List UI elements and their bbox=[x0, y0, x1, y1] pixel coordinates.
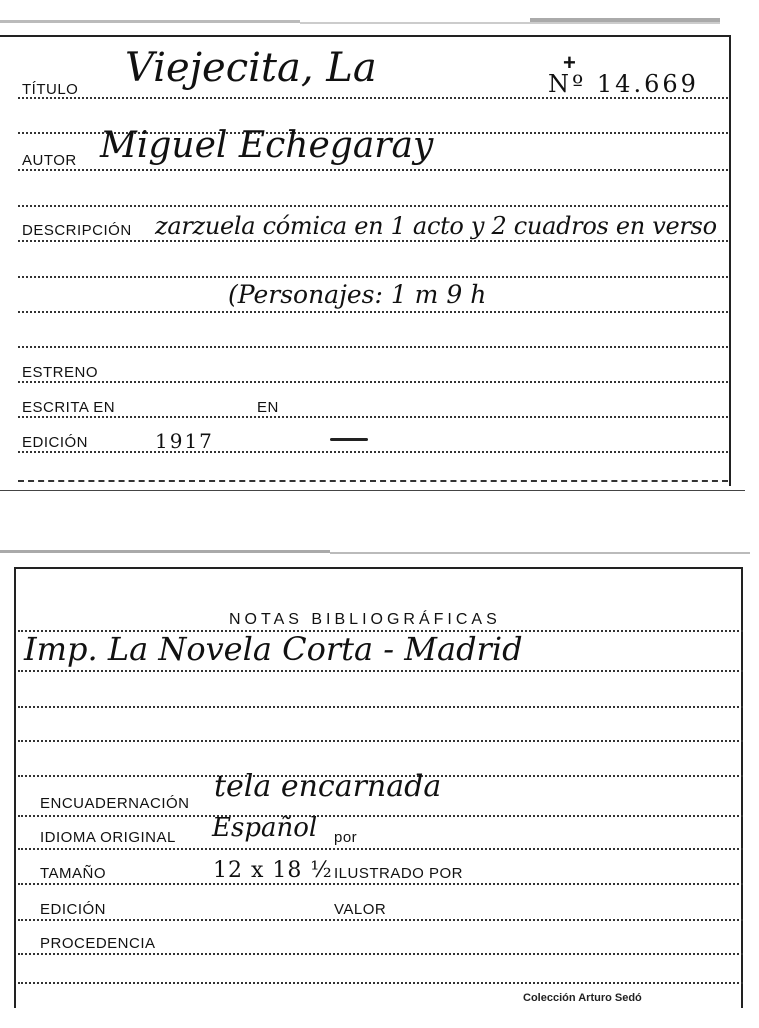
card-bottom-top-border bbox=[14, 567, 743, 569]
autor-value: Miguel Echegaray bbox=[100, 125, 434, 166]
catalog-card-bottom bbox=[0, 530, 759, 1028]
row-line bbox=[18, 346, 728, 348]
row-line bbox=[18, 276, 728, 278]
row-line bbox=[18, 240, 728, 242]
row-line bbox=[18, 451, 728, 453]
catalog-card-top bbox=[0, 0, 759, 500]
card-top-bottom-border bbox=[0, 490, 745, 491]
titulo-value: Viejecita, La bbox=[125, 45, 377, 91]
ilustrado-por-label: ILUSTRADO POR bbox=[334, 865, 464, 882]
encuadernacion-value: tela encarnada bbox=[214, 769, 442, 804]
row-line bbox=[18, 815, 743, 817]
row-line bbox=[18, 706, 743, 708]
row-line bbox=[18, 169, 728, 171]
en-label: EN bbox=[257, 399, 279, 416]
row-line bbox=[18, 982, 743, 984]
row-line bbox=[18, 953, 743, 955]
edicion-value: 1917 bbox=[155, 429, 214, 453]
row-line bbox=[18, 883, 743, 885]
idioma-original-label: IDIOMA ORIGINAL bbox=[40, 829, 176, 846]
titulo-label: TÍTULO bbox=[22, 81, 79, 98]
por-label: por bbox=[334, 829, 358, 846]
pen-mark bbox=[330, 438, 368, 441]
row-line bbox=[18, 740, 743, 742]
edicion-label: EDICIÓN bbox=[40, 901, 107, 918]
card-bottom-left-border bbox=[14, 568, 16, 1008]
numero-value: Nº 14.669 bbox=[548, 70, 699, 98]
encuadernacion-label: ENCUADERNACIÓN bbox=[40, 795, 190, 812]
row-line bbox=[18, 311, 728, 313]
scan-noise-top bbox=[0, 14, 759, 36]
descripcion-label: DESCRIPCIÓN bbox=[22, 222, 132, 239]
cross-mark: + bbox=[563, 50, 576, 75]
row-line bbox=[18, 480, 728, 482]
row-line bbox=[18, 416, 728, 418]
escrita-en-label: ESCRITA EN bbox=[22, 399, 116, 416]
row-line bbox=[18, 919, 743, 921]
estreno-label: ESTRENO bbox=[22, 364, 99, 381]
tamano-value: 12 x 18 ½ bbox=[213, 858, 333, 883]
idioma-original-value: Español bbox=[212, 813, 318, 843]
card-top-right-border bbox=[729, 36, 731, 486]
autor-label: AUTOR bbox=[22, 152, 77, 169]
descripcion-value-2: (Personajes: 1 m 9 h bbox=[228, 280, 487, 309]
valor-label: VALOR bbox=[334, 901, 387, 918]
descripcion-value-1: zarzuela cómica en 1 acto y 2 cuadros en verso bbox=[155, 212, 717, 240]
edicion-label: EDICIÓN bbox=[22, 434, 89, 451]
row-line bbox=[18, 381, 728, 383]
row-line bbox=[18, 205, 728, 207]
scan-noise-bottom bbox=[0, 544, 759, 566]
card-bottom-right-border bbox=[741, 568, 743, 1008]
tamano-label: TAMAÑO bbox=[40, 865, 107, 882]
notas-title: NOTAS BIBLIOGRÁFICAS bbox=[229, 611, 501, 628]
card-top-top-border bbox=[0, 35, 731, 37]
row-line bbox=[18, 670, 743, 672]
notes-line-1: Imp. La Novela Corta - Madrid bbox=[24, 630, 523, 668]
procedencia-label: PROCEDENCIA bbox=[40, 935, 156, 952]
row-line bbox=[18, 848, 743, 850]
collection-credit: Colección Arturo Sedó bbox=[523, 992, 642, 1004]
